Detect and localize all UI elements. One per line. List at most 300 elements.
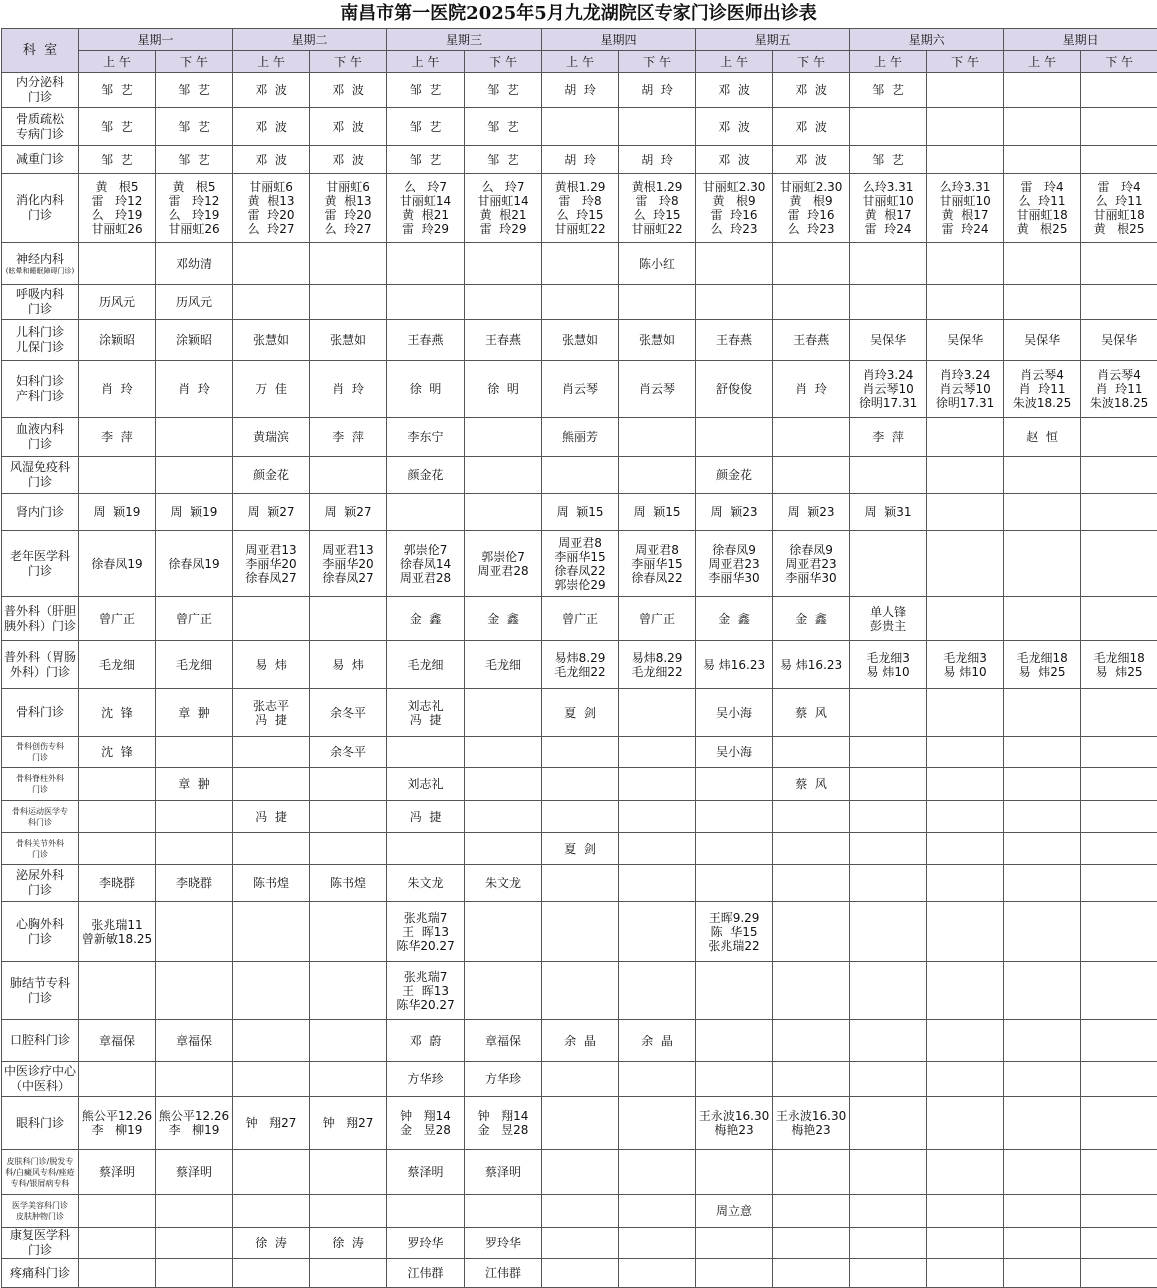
doctor-cell: 胡 玲 — [542, 73, 619, 108]
doctor-cell: 周亚君13 李丽华20 徐春凤27 — [233, 531, 310, 597]
table-row — [2, 768, 1157, 801]
department-name — [2, 1259, 79, 1288]
department-name — [2, 73, 79, 108]
doctor-cell — [1004, 531, 1081, 597]
afternoon-header: 下 午 — [619, 51, 696, 73]
doctor-cell: 吴保华 — [1081, 320, 1157, 361]
doctor-cell — [773, 1062, 850, 1097]
doctor-cell: 李晓群 — [79, 865, 156, 902]
doctor-cell: 夏 剑 — [542, 833, 619, 865]
doctor-cell: 邹 艺 — [79, 73, 156, 108]
doctor-cell: 胡 玲 — [619, 73, 696, 108]
department-label: 医学美容科门诊 皮肤肿物门诊 — [12, 1201, 68, 1221]
table-row — [2, 320, 1157, 361]
doctor-cell — [465, 285, 542, 320]
doctor-cell: 胡 玲 — [619, 146, 696, 174]
department-label: 内分泌科 门诊 — [16, 75, 64, 104]
doctor-cell: 肖 玲 — [773, 361, 850, 418]
doctor-cell: 刘志礼 — [387, 768, 465, 801]
doctor-cell — [696, 1228, 773, 1259]
doctor-cell: 易 炜16.23 — [696, 641, 773, 689]
doctor-cell — [773, 737, 850, 768]
doctor-cell: 李晓群 — [156, 865, 233, 902]
doctor-cell — [927, 1062, 1004, 1097]
doctor-cell — [1004, 494, 1081, 531]
doctor-cell: 周 颖31 — [850, 494, 927, 531]
doctor-cell — [619, 285, 696, 320]
doctor-cell: 胡 玲 — [542, 146, 619, 174]
doctor-cell — [696, 243, 773, 285]
doctor-cell: 张慧如 — [233, 320, 310, 361]
doctor-cell: 金 鑫 — [465, 597, 542, 641]
doctor-cell: 毛龙细18 易 炜25 — [1081, 641, 1157, 689]
doctor-cell — [79, 768, 156, 801]
department-label: 风湿免疫科 门诊 — [10, 460, 70, 489]
doctor-cell — [619, 108, 696, 146]
doctor-cell — [465, 457, 542, 494]
doctor-cell: 金 鑫 — [773, 597, 850, 641]
doctor-cell — [619, 902, 696, 962]
doctor-cell — [233, 1150, 310, 1195]
doctor-cell — [619, 457, 696, 494]
doctor-cell: 方华珍 — [387, 1062, 465, 1097]
doctor-cell: 张慧如 — [310, 320, 387, 361]
doctor-cell — [927, 457, 1004, 494]
department-label: 疼痛科门诊 — [10, 1266, 70, 1280]
doctor-cell — [233, 1195, 310, 1228]
doctor-cell: 金 鑫 — [696, 597, 773, 641]
doctor-cell: 郭崇伦7 徐春凤14 周亚君28 — [387, 531, 465, 597]
doctor-cell — [619, 1195, 696, 1228]
doctor-cell: 张兆瑞7 王 晖13 陈华20.27 — [387, 902, 465, 962]
doctor-cell: 肖云琴4 肖 玲11 朱波18.25 — [1081, 361, 1157, 418]
doctor-cell — [79, 1228, 156, 1259]
doctor-cell: 舒俊俊 — [696, 361, 773, 418]
doctor-cell: 徐 涛 — [310, 1228, 387, 1259]
doctor-cell — [927, 737, 1004, 768]
doctor-cell — [542, 1097, 619, 1150]
day-header: 星期二 — [233, 29, 387, 51]
afternoon-header: 下 午 — [1081, 51, 1157, 73]
doctor-cell: 邓 波 — [696, 108, 773, 146]
department-name — [2, 108, 79, 146]
doctor-cell — [927, 801, 1004, 833]
day-header: 星期日 — [1004, 29, 1157, 51]
doctor-cell — [1081, 1228, 1157, 1259]
doctor-cell: 历风元 — [156, 285, 233, 320]
doctor-cell: 周 颖23 — [696, 494, 773, 531]
department-name — [2, 865, 79, 902]
department-name — [2, 1097, 79, 1150]
department-name — [2, 597, 79, 641]
doctor-cell — [542, 962, 619, 1020]
doctor-cell — [79, 833, 156, 865]
doctor-cell — [1081, 597, 1157, 641]
doctor-cell — [1081, 1062, 1157, 1097]
doctor-cell — [1004, 457, 1081, 494]
table-row — [2, 361, 1157, 418]
doctor-cell — [619, 737, 696, 768]
doctor-cell — [1081, 285, 1157, 320]
doctor-cell — [1081, 146, 1157, 174]
morning-header: 上 午 — [1004, 51, 1081, 73]
doctor-cell — [156, 1195, 233, 1228]
doctor-cell: 李东宁 — [387, 418, 465, 457]
table-row — [2, 531, 1157, 597]
department-name — [2, 737, 79, 768]
doctor-cell: 单人锋 彭贵主 — [850, 597, 927, 641]
doctor-cell — [927, 597, 1004, 641]
doctor-cell — [927, 1228, 1004, 1259]
doctor-cell — [1004, 1097, 1081, 1150]
doctor-cell: 邹 艺 — [465, 146, 542, 174]
doctor-cell — [619, 1150, 696, 1195]
doctor-cell — [850, 1228, 927, 1259]
doctor-cell: 陈书煌 — [233, 865, 310, 902]
doctor-cell — [773, 457, 850, 494]
doctor-cell: 邹 艺 — [465, 108, 542, 146]
doctor-cell — [1004, 1062, 1081, 1097]
department-name — [2, 361, 79, 418]
doctor-cell — [542, 865, 619, 902]
department-label: 康复医学科 门诊 — [10, 1228, 70, 1257]
doctor-cell: 钟 翔27 — [233, 1097, 310, 1150]
doctor-cell — [1004, 833, 1081, 865]
doctor-cell: 毛龙细 — [79, 641, 156, 689]
doctor-cell — [773, 1020, 850, 1062]
doctor-cell: 蔡泽明 — [387, 1150, 465, 1195]
afternoon-header: 下 午 — [310, 51, 387, 73]
table-row — [2, 689, 1157, 737]
doctor-cell — [619, 833, 696, 865]
doctor-cell: 冯 捷 — [387, 801, 465, 833]
doctor-cell: 邹 艺 — [156, 146, 233, 174]
doctor-cell — [79, 962, 156, 1020]
doctor-cell — [696, 1062, 773, 1097]
doctor-cell — [773, 902, 850, 962]
doctor-cell — [619, 1062, 696, 1097]
doctor-cell: 吴小海 — [696, 689, 773, 737]
doctor-cell — [233, 737, 310, 768]
doctor-cell — [465, 1195, 542, 1228]
doctor-cell — [233, 833, 310, 865]
doctor-cell — [773, 285, 850, 320]
doctor-cell — [927, 1195, 1004, 1228]
doctor-cell — [310, 962, 387, 1020]
doctor-cell: 王春燕 — [696, 320, 773, 361]
doctor-cell — [850, 1195, 927, 1228]
doctor-cell — [156, 833, 233, 865]
department-name — [2, 962, 79, 1020]
table-row — [2, 285, 1157, 320]
doctor-cell: 徐 明 — [465, 361, 542, 418]
doctor-cell: 邹 艺 — [850, 73, 927, 108]
doctor-cell: 王永波16.30 梅艳23 — [696, 1097, 773, 1150]
doctor-cell: 毛龙细 — [156, 641, 233, 689]
doctor-cell: 刘志礼 冯 捷 — [387, 689, 465, 737]
doctor-cell: 邹 艺 — [156, 108, 233, 146]
doctor-cell — [619, 1259, 696, 1288]
doctor-cell — [696, 801, 773, 833]
doctor-cell — [850, 1150, 927, 1195]
doctor-cell — [1004, 1020, 1081, 1062]
doctor-cell — [619, 418, 696, 457]
morning-header: 上 午 — [233, 51, 310, 73]
doctor-cell — [156, 737, 233, 768]
doctor-cell — [465, 243, 542, 285]
doctor-cell — [927, 865, 1004, 902]
table-row — [2, 1150, 1157, 1195]
doctor-cell: 邹 艺 — [156, 73, 233, 108]
doctor-cell — [310, 457, 387, 494]
doctor-cell: 黄瑞滨 — [233, 418, 310, 457]
doctor-cell — [542, 902, 619, 962]
doctor-cell — [156, 1259, 233, 1288]
table-row — [2, 1097, 1157, 1150]
doctor-cell: 周 颖15 — [542, 494, 619, 531]
doctor-cell: 章福保 — [465, 1020, 542, 1062]
department-name — [2, 833, 79, 865]
doctor-cell — [387, 285, 465, 320]
doctor-cell: 罗玲华 — [465, 1228, 542, 1259]
doctor-cell: 颜金花 — [233, 457, 310, 494]
doctor-cell: 张慧如 — [619, 320, 696, 361]
doctor-cell: 王春燕 — [465, 320, 542, 361]
doctor-cell — [1004, 243, 1081, 285]
doctor-cell — [850, 1020, 927, 1062]
doctor-cell — [927, 902, 1004, 962]
doctor-cell — [542, 108, 619, 146]
table-row — [2, 73, 1157, 108]
doctor-cell — [1004, 1150, 1081, 1195]
doctor-cell — [927, 1097, 1004, 1150]
afternoon-header: 下 午 — [156, 51, 233, 73]
department-name — [2, 1228, 79, 1259]
doctor-cell: 熊公平12.26 李 柳19 — [79, 1097, 156, 1150]
doctor-cell — [850, 737, 927, 768]
doctor-cell — [233, 902, 310, 962]
doctor-cell: 甘丽虹6 黄 根13 雷 玲20 么 玲27 — [310, 174, 387, 243]
doctor-cell: 周亚君13 李丽华20 徐春凤27 — [310, 531, 387, 597]
doctor-cell — [850, 833, 927, 865]
table-row — [2, 1062, 1157, 1097]
doctor-cell: 吴保华 — [850, 320, 927, 361]
doctor-cell — [773, 243, 850, 285]
doctor-cell: 冯 捷 — [233, 801, 310, 833]
doctor-cell: 邓 波 — [233, 146, 310, 174]
doctor-cell: 周 颖19 — [156, 494, 233, 531]
doctor-cell — [927, 494, 1004, 531]
doctor-cell: 毛龙细 — [465, 641, 542, 689]
doctor-cell: 么 玲7 甘丽虹14 黄 根21 雷 玲29 — [465, 174, 542, 243]
department-label: 肺结节专科 门诊 — [10, 976, 70, 1005]
doctor-cell: 夏 剑 — [542, 689, 619, 737]
doctor-cell: 邓 波 — [310, 108, 387, 146]
doctor-cell — [542, 737, 619, 768]
doctor-cell — [465, 737, 542, 768]
doctor-cell — [79, 801, 156, 833]
doctor-cell: 周亚君8 李丽华15 徐春凤22 — [619, 531, 696, 597]
doctor-cell — [927, 768, 1004, 801]
department-label: 骨科门诊 — [16, 705, 64, 719]
doctor-cell: 钟 翔14 金 昱28 — [387, 1097, 465, 1150]
doctor-cell: 陈书煌 — [310, 865, 387, 902]
doctor-cell — [1081, 73, 1157, 108]
department-label: 妇科门诊 产科门诊 — [16, 374, 64, 403]
doctor-cell — [696, 768, 773, 801]
doctor-cell — [542, 801, 619, 833]
doctor-cell: 邹 艺 — [79, 146, 156, 174]
doctor-cell: 周 颖27 — [310, 494, 387, 531]
department-name — [2, 1020, 79, 1062]
doctor-cell: 肖玲3.24 肖云琴10 徐明17.31 — [850, 361, 927, 418]
doctor-cell: 肖云琴 — [542, 361, 619, 418]
doctor-cell — [1004, 768, 1081, 801]
department-label: 减重门诊 — [16, 152, 64, 166]
doctor-cell — [542, 1228, 619, 1259]
department-name — [2, 418, 79, 457]
doctor-cell: 毛龙细3 易 炜10 — [850, 641, 927, 689]
doctor-cell: 邹 艺 — [465, 73, 542, 108]
doctor-cell: 邹 艺 — [387, 108, 465, 146]
doctor-cell — [465, 962, 542, 1020]
doctor-cell — [1004, 865, 1081, 902]
doctor-cell: 熊公平12.26 李 柳19 — [156, 1097, 233, 1150]
doctor-cell: 周立意 — [696, 1195, 773, 1228]
department-name — [2, 531, 79, 597]
department-label: 皮肤科门诊/脱发专 科/白癜风专科/痤疮 专科/银屑病专科 — [5, 1157, 74, 1188]
table-row — [2, 902, 1157, 962]
doctor-cell: 张志平 冯 捷 — [233, 689, 310, 737]
table-row — [2, 1259, 1157, 1288]
doctor-cell — [1081, 768, 1157, 801]
table-row — [2, 833, 1157, 865]
doctor-cell: 雷 玲4 么 玲11 甘丽虹18 黄 根25 — [1081, 174, 1157, 243]
department-label: 骨质疏松 专病门诊 — [16, 112, 64, 141]
doctor-cell: 邓 波 — [773, 108, 850, 146]
afternoon-header: 下 午 — [465, 51, 542, 73]
doctor-cell — [310, 768, 387, 801]
doctor-cell: 江伟群 — [387, 1259, 465, 1288]
doctor-cell — [850, 801, 927, 833]
doctor-cell — [696, 1150, 773, 1195]
table-row — [2, 865, 1157, 902]
doctor-cell — [619, 962, 696, 1020]
department-label: 骨科脊柱外科 门诊 — [16, 774, 64, 794]
doctor-cell — [1004, 962, 1081, 1020]
doctor-cell — [927, 1150, 1004, 1195]
department-name — [2, 174, 79, 243]
department-label: 儿科门诊 儿保门诊 — [16, 325, 64, 354]
doctor-cell: 曾广正 — [79, 597, 156, 641]
table-row — [2, 146, 1157, 174]
department-label: 眼科门诊 — [16, 1116, 64, 1130]
morning-header: 上 午 — [387, 51, 465, 73]
doctor-cell — [310, 1195, 387, 1228]
doctor-cell — [233, 243, 310, 285]
doctor-cell: 易 炜 — [233, 641, 310, 689]
doctor-cell: 毛龙细18 易 炜25 — [1004, 641, 1081, 689]
table-row — [2, 1228, 1157, 1259]
doctor-cell: 徐 涛 — [233, 1228, 310, 1259]
doctor-cell: 邓 蔚 — [387, 1020, 465, 1062]
doctor-cell — [542, 1259, 619, 1288]
doctor-cell — [310, 597, 387, 641]
doctor-cell — [310, 902, 387, 962]
department-label: 骨科创伤专科 门诊 — [16, 742, 64, 762]
doctor-cell — [542, 1062, 619, 1097]
doctor-cell — [773, 801, 850, 833]
doctor-cell — [773, 865, 850, 902]
doctor-cell: 易 炜16.23 — [773, 641, 850, 689]
doctor-cell — [1004, 73, 1081, 108]
doctor-cell: 罗玲华 — [387, 1228, 465, 1259]
doctor-cell: 金 鑫 — [387, 597, 465, 641]
doctor-cell: 蔡泽明 — [465, 1150, 542, 1195]
doctor-cell — [1081, 737, 1157, 768]
doctor-cell — [1081, 1150, 1157, 1195]
doctor-cell: 毛龙细3 易 炜10 — [927, 641, 1004, 689]
doctor-cell: 邓 波 — [696, 146, 773, 174]
table-row — [2, 457, 1157, 494]
department-name — [2, 146, 79, 174]
doctor-cell: 王晖9.29 陈 华15 张兆瑞22 — [696, 902, 773, 962]
department-sublabel: (眩晕和睡眠障碍门诊) — [2, 267, 78, 276]
doctor-cell — [1081, 494, 1157, 531]
doctor-cell: 甘丽虹6 黄 根13 雷 玲20 么 玲27 — [233, 174, 310, 243]
doctor-cell: 蔡泽明 — [156, 1150, 233, 1195]
doctor-cell: 曾广正 — [542, 597, 619, 641]
doctor-cell: 徐春凤9 周亚君23 李丽华30 — [696, 531, 773, 597]
doctor-cell — [1081, 1097, 1157, 1150]
morning-header: 上 午 — [850, 51, 927, 73]
doctor-cell — [850, 768, 927, 801]
doctor-cell — [1004, 737, 1081, 768]
table-row — [2, 1020, 1157, 1062]
department-name — [2, 1062, 79, 1097]
table-row — [2, 962, 1157, 1020]
day-header: 星期四 — [542, 29, 696, 51]
doctor-cell: 章福保 — [156, 1020, 233, 1062]
department-label: 骨科运动医学专 科门诊 — [12, 807, 68, 827]
doctor-cell: 么 玲7 甘丽虹14 黄 根21 雷 玲29 — [387, 174, 465, 243]
department-name — [2, 768, 79, 801]
doctor-cell — [542, 243, 619, 285]
doctor-cell — [927, 108, 1004, 146]
doctor-cell — [619, 865, 696, 902]
doctor-cell — [850, 902, 927, 962]
doctor-cell — [233, 1062, 310, 1097]
department-label: 消化内科 门诊 — [16, 193, 64, 222]
doctor-cell: 钟 翔14 金 昱28 — [465, 1097, 542, 1150]
day-header: 星期五 — [696, 29, 850, 51]
doctor-cell: 肖 玲 — [156, 361, 233, 418]
doctor-cell: 沈 锋 — [79, 737, 156, 768]
doctor-cell: 余冬平 — [310, 689, 387, 737]
doctor-cell: 蔡泽明 — [79, 1150, 156, 1195]
doctor-cell: 邓 波 — [773, 73, 850, 108]
department-label: 骨科关节外科 门诊 — [16, 839, 64, 859]
doctor-cell: 王春燕 — [773, 320, 850, 361]
doctor-cell — [156, 1062, 233, 1097]
doctor-cell — [1081, 243, 1157, 285]
doctor-cell — [233, 1259, 310, 1288]
doctor-cell: 邹 艺 — [387, 146, 465, 174]
doctor-cell — [696, 1020, 773, 1062]
table-row — [2, 641, 1157, 689]
doctor-cell — [619, 801, 696, 833]
doctor-cell: 甘丽虹2.30 黄 根9 雷 玲16 么 玲23 — [773, 174, 850, 243]
